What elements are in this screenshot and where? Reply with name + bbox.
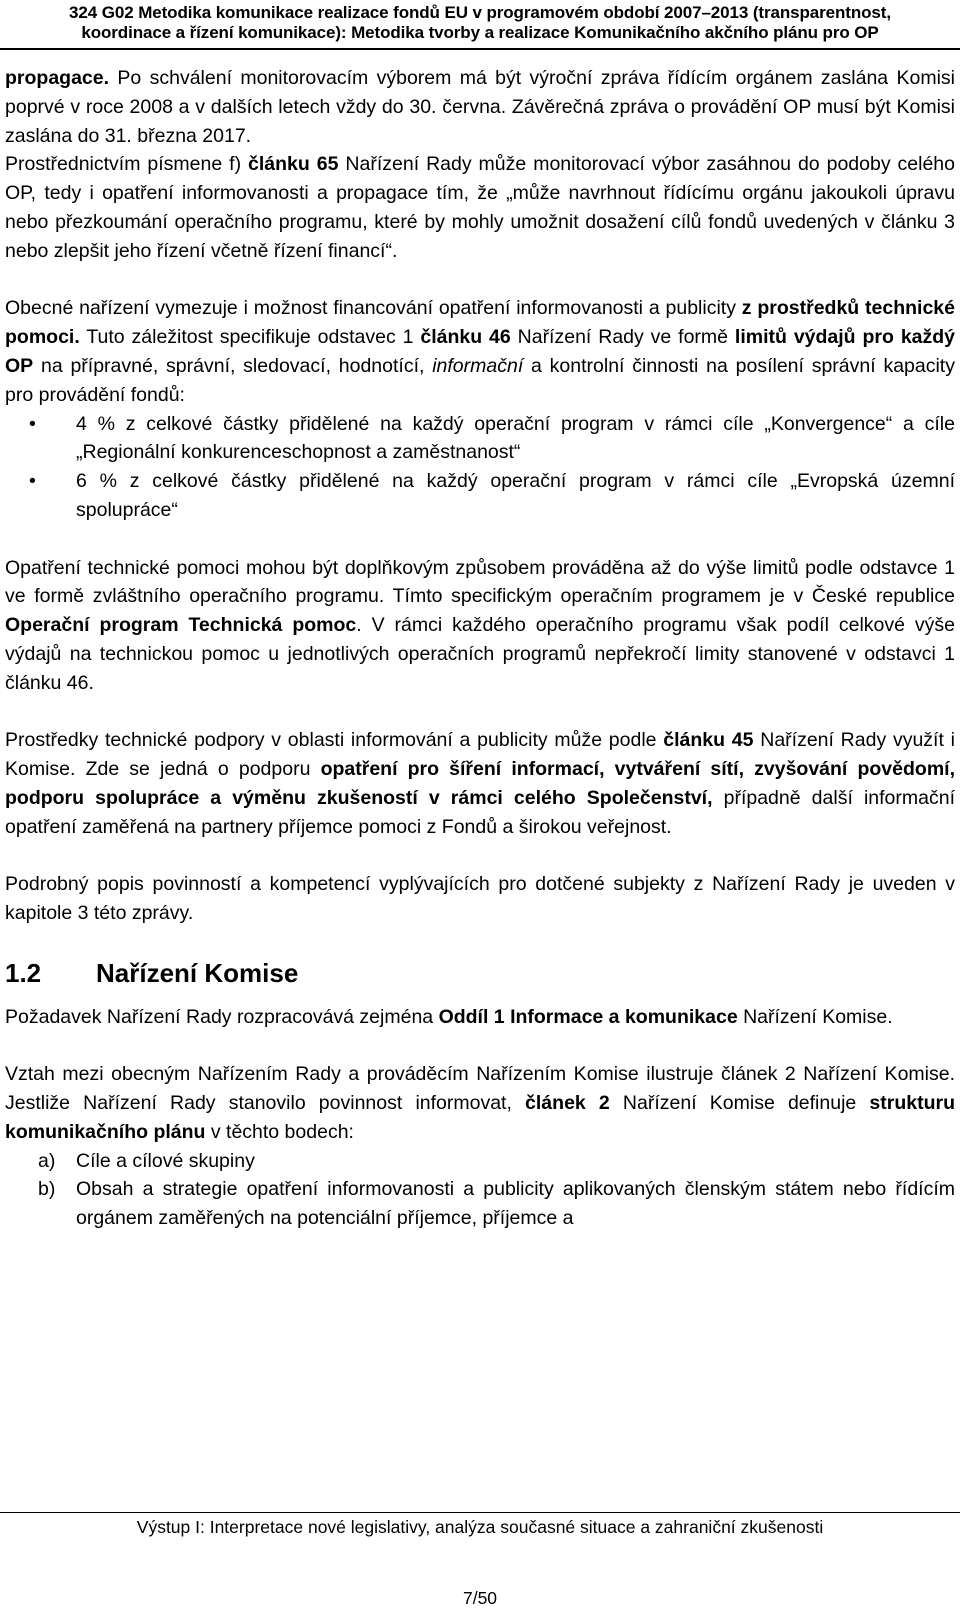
paragraph-text: Prostředky technické podpory v oblasti informování a publicity může podle xyxy=(5,729,664,752)
section-heading xyxy=(5,957,955,989)
bold-text: článku 65 xyxy=(248,153,339,176)
paragraph-text: Vztah mezi obecným Nařízením Rady a prováděcím Nařízením Komise ilustruje článek 2 Nařízení Komise. Jestliže Nařízení Rady stanovilo povinnost informovat, xyxy=(5,1063,955,1115)
bold-text: článek 2 xyxy=(525,1092,610,1115)
list-item-text: 4 % z celkové částky přidělené na každý operační program v rámci cíle „Konvergence“ a cíle „Regionální konkurenceschopnost a zaměstnanost“ xyxy=(76,412,955,464)
lettered-list xyxy=(5,1147,955,1233)
document-body xyxy=(5,64,955,1233)
bullet-list xyxy=(5,410,955,525)
paragraph-technical-assistance xyxy=(5,294,955,409)
paragraph-monitoring-committee xyxy=(5,150,955,265)
paragraph-commission-regulation xyxy=(5,1003,955,1032)
paragraph-text: Obecné nařízení vymezuje i možnost financování opatření informovanosti a publicity xyxy=(5,297,742,320)
paragraph-regulation-relation xyxy=(5,1060,955,1146)
header-line-1: 324 G02 Metodika komunikace realizace fondů EU v programovém období 2007–2013 (transparentnost, xyxy=(69,3,891,22)
paragraph-text: případně další informační opatření zaměřená na partnery příjemce pomoci z Fondů a širokou veřejnost. xyxy=(5,786,955,838)
bold-text: článku 45 xyxy=(663,729,754,752)
paragraph-annual-report xyxy=(5,64,955,150)
list-item xyxy=(5,1147,955,1176)
bold-text: propagace. xyxy=(5,67,110,89)
paragraph-text: na přípravné, správní, sledovací, hodnotící, xyxy=(33,354,433,377)
bold-text: limitů výdajů pro každý OP xyxy=(5,326,956,377)
list-item-label: a) xyxy=(38,1149,56,1172)
page-number: 7/50 xyxy=(462,1588,498,1608)
footer-text: Výstup I: Interpretace nové legislativy, analýza současné situace a zahraniční zkušenosti xyxy=(136,1517,824,1537)
page-footer xyxy=(0,1512,960,1609)
list-item-label: b) xyxy=(38,1178,56,1201)
list-item-text: 6 % z celkové částky přidělené na každý operační program v rámci cíle „Evropská územní spolupráce“ xyxy=(76,470,955,521)
paragraph-text: Tuto záležitost specifikuje odstavec 1 xyxy=(79,326,421,349)
paragraph-text: Prostřednictvím písmene f) xyxy=(5,153,249,176)
bold-text: článku 46 xyxy=(420,326,511,349)
paragraph-text: Po schválení monitorovacím výborem má být výroční zpráva řídícím orgánem zaslána Komisi poprvé v roce 2008 a v dalších letech vždy do 30. června. Závěrečná zpráva o provádění OP musí být Komisi zaslána do 31. března 2017. xyxy=(5,67,955,147)
paragraph-detail-reference: Podrobný popis povinností a kompetencí vyplývajících pro dotčené subjekty z Nařízení Rady je uveden v kapitole 3 této zprávy. xyxy=(5,873,955,925)
section-number: 1.2 xyxy=(5,957,42,988)
list-item-text: Obsah a strategie opatření informovanosti a publicity aplikovaných členským státem nebo řídícím orgánem zaměřených na potenciální příjemce, příjemce a xyxy=(76,1178,955,1230)
list-item xyxy=(5,410,955,468)
paragraph-text: . V rámci každého operačního programu však podíl celkové výše výdajů na technickou pomoc u jednotlivých operačních programů nepřekročí limity stanovené v odstavci 1 článku 46. xyxy=(5,614,955,694)
bold-text: Operační program Technická pomoc xyxy=(5,614,357,637)
italic-text: informační xyxy=(432,354,524,377)
paragraph-text: Nařízení Rady může monitorovací výbor zasáhnou do podoby celého OP, tedy i opatření informovanosti a propagace tím, že „může navrhnout řídícímu orgánu jakoukoli úpravu nebo přezkoumání operačního programu, které by mohly umožnit dosažení cílů fondů uvedených v článku 3 nebo zlepšit jeho řízení včetně řízení financí“. xyxy=(5,153,955,262)
bold-text: strukturu komunikačního plánu xyxy=(5,1092,955,1143)
paragraph-text: Nařízení Komise definuje xyxy=(609,1092,870,1115)
bold-text: Oddíl 1 Informace a komunikace xyxy=(438,1005,738,1028)
bullet-icon: • xyxy=(29,412,36,435)
header-line-2: koordinace a řízení komunikace): Metodika tvorby a realizace Komunikačního akčního plánu pro OP xyxy=(81,23,879,42)
paragraph-text: a kontrolní činnosti na posílení správní kapacity pro provádění fondů: xyxy=(5,354,955,406)
bold-text: z prostředků technické pomoci. xyxy=(5,297,955,349)
paragraph-op-technical-assistance xyxy=(5,554,955,698)
list-item xyxy=(5,1175,955,1233)
paragraph-text: Opatření technické pomoci mohou být doplňkovým způsobem prováděna až do výše limitů podle odstavce 1 ve formě zvláštního operačního programu. Tímto specifickým operačním programem je v České republice xyxy=(5,556,955,608)
paragraph-text: Nařízení Rady využít i Komise. Zde se jedná o podporu xyxy=(5,729,955,781)
paragraph-text: Nařízení Rady ve formě xyxy=(510,326,735,349)
list-item xyxy=(5,467,955,525)
section-title: Nařízení Komise xyxy=(96,957,299,988)
list-item-text: Cíle a cílové skupiny xyxy=(76,1149,255,1172)
bullet-icon: • xyxy=(29,470,36,493)
paragraph-commission-support xyxy=(5,726,955,841)
bold-text: opatření pro šíření informací, vytváření sítí, zvyšování povědomí, podporu spolupráce a výměnu zkušeností v rámci celého Společenství, xyxy=(5,758,955,809)
page-header xyxy=(0,0,960,50)
paragraph-text: Požadavek Nařízení Rady rozpracovává zejména xyxy=(5,1005,439,1028)
paragraph-text: Nařízení Komise. xyxy=(737,1005,893,1028)
paragraph-text: v těchto bodech: xyxy=(205,1120,354,1143)
